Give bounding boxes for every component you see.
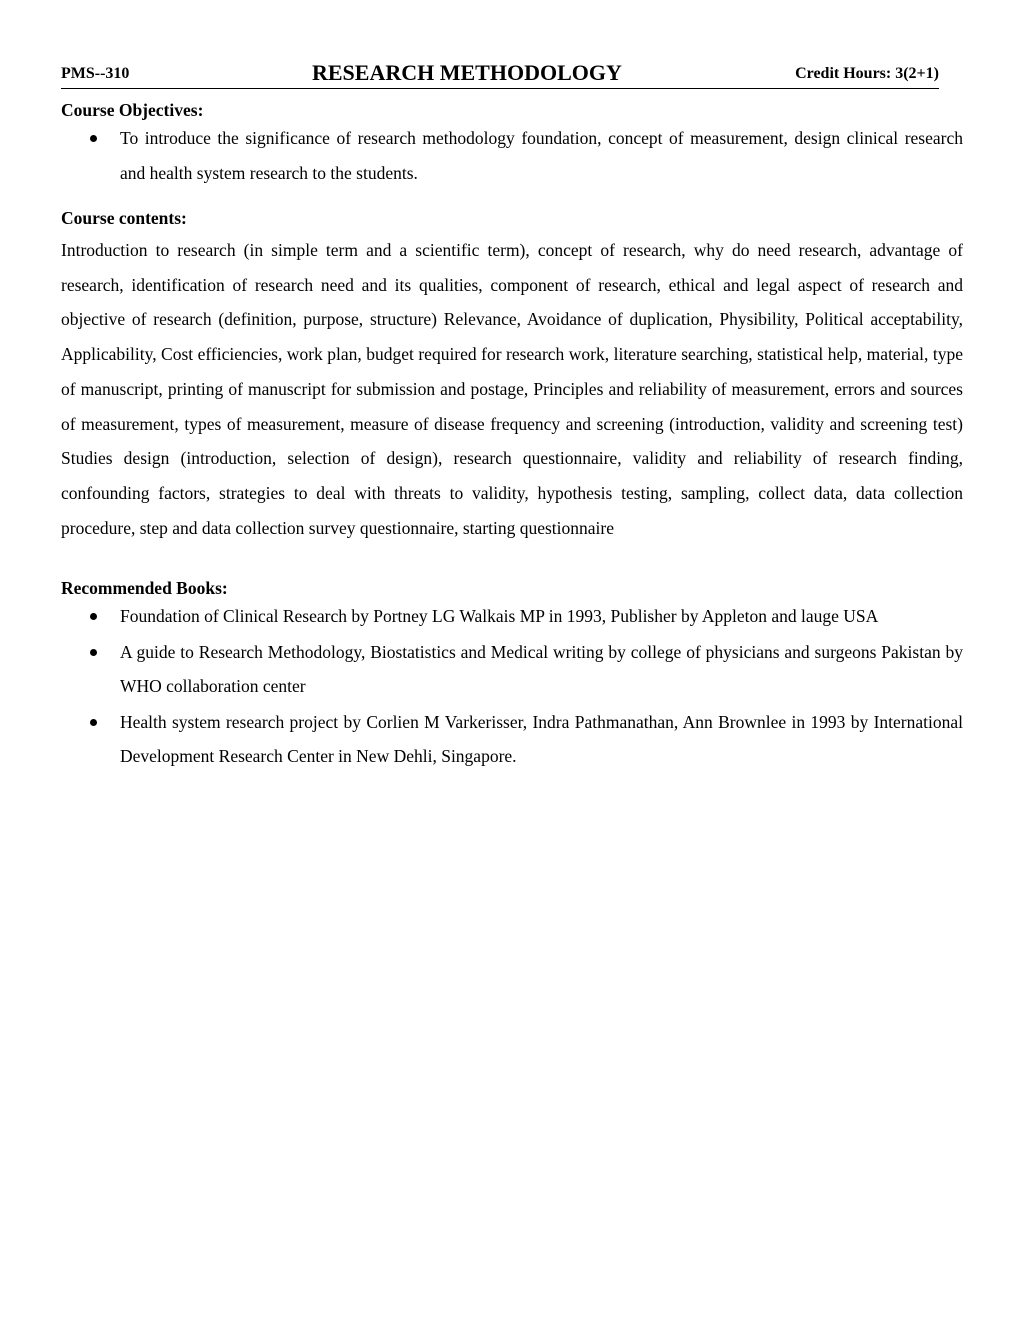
list-item bbox=[61, 121, 963, 190]
bullet-icon bbox=[90, 135, 97, 142]
contents-paragraph: Introduction to research (in simple term and a scientific term), concept of research, why do need research, advantage of research, identification of research need and its qualities, component of research, ethical and legal aspect of research and objective of research (definition, purpose, structure) Relevance, Avoidance of duplication, Physibility, Political acceptability, Applicability, Cost efficiencies, work plan, budget required for research work, literature searching, statistical help, material, type of manuscript, printing of manuscript for submission and postage, Principles and reliability of measurement, errors and sources of measurement, types of measurement, measure of disease frequency and screening (introduction, validity and screening test) Studies design (introduction, selection of design), research questionnaire, validity and reliability of research finding, confounding factors, strategies to deal with threats to validity, hypothesis testing, sampling, collect data, data collection procedure, step and data collection survey questionnaire, starting questionnaire bbox=[61, 240, 963, 538]
list-item bbox=[61, 635, 963, 704]
course-header bbox=[61, 60, 939, 89]
list-item bbox=[61, 705, 963, 774]
book-text: Foundation of Clinical Research by Portney LG Walkais MP in 1993, Publisher by Appleton and lauge USA bbox=[120, 606, 879, 627]
objectives-heading: Course Objectives: bbox=[61, 100, 204, 120]
credit-hours: Credit Hours: 3(2+1) bbox=[795, 65, 939, 82]
list-item bbox=[61, 599, 963, 634]
bullet-icon bbox=[90, 613, 97, 620]
objectives-list bbox=[61, 121, 963, 190]
contents-heading: Course contents: bbox=[61, 208, 187, 228]
course-title: RESEARCH METHODOLOGY bbox=[312, 60, 622, 85]
bullet-icon bbox=[90, 649, 97, 656]
book-text: A guide to Research Methodology, Biostatistics and Medical writing by college of physicians and surgeons Pakistan by WHO collaboration center bbox=[120, 641, 963, 697]
course-code: PMS--310 bbox=[61, 65, 130, 82]
objective-text: To introduce the significance of research methodology foundation, concept of measurement, design clinical research and health system research to the students. bbox=[120, 128, 963, 183]
bullet-icon bbox=[90, 719, 97, 726]
book-text: Health system research project by Corlien M Varkerisser, Indra Pathmanathan, Ann Brownlee in 1993 by International Development Research Center in New Dehli, Singapore. bbox=[120, 711, 963, 767]
books-list bbox=[61, 599, 963, 774]
syllabus-page bbox=[61, 60, 963, 775]
books-heading: Recommended Books: bbox=[61, 578, 228, 599]
